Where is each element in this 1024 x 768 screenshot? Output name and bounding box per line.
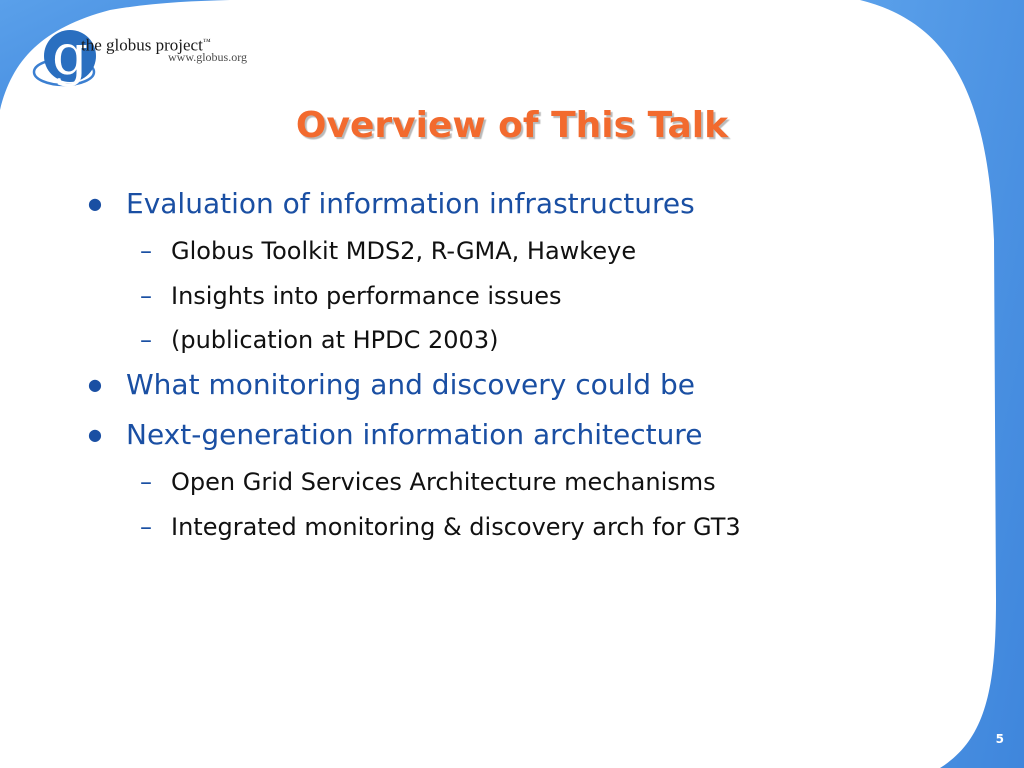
logo-name-text: the globus project (81, 35, 203, 55)
sub-bullet-text: Open Grid Services Architecture mechanisms (171, 468, 716, 496)
slide-number: 5 (995, 732, 1004, 746)
bullet-dot-icon: ● (88, 375, 102, 394)
bullet-dot-icon: ● (88, 425, 102, 444)
bullet-text: Evaluation of information infrastructures (126, 187, 695, 220)
bullet-dot-icon: ● (88, 194, 102, 213)
sub-bullet-text: Insights into performance issues (171, 282, 562, 310)
sub-bullet-text: (publication at HPDC 2003) (171, 326, 499, 354)
sub-bullet-text: Globus Toolkit MDS2, R-GMA, Hawkeye (171, 237, 637, 265)
sub-bullet-dash-icon: – (140, 282, 152, 310)
slide-title: Overview of This Talk (295, 105, 729, 146)
bullet-text: Next-generation information architecture (126, 418, 703, 451)
sub-bullet-text: Integrated monitoring & discovery arch for GT3 (171, 513, 741, 541)
sub-bullet-dash-icon: – (140, 513, 152, 541)
sub-bullet-dash-icon: – (140, 468, 152, 496)
logo-trademark: ™ (202, 37, 211, 46)
logo-letter: g (52, 23, 88, 88)
sub-bullet-dash-icon: – (140, 237, 152, 265)
sub-bullet-dash-icon: – (140, 326, 152, 354)
logo-url: www.globus.org (168, 50, 248, 64)
bullet-text: What monitoring and discovery could be (126, 368, 695, 401)
